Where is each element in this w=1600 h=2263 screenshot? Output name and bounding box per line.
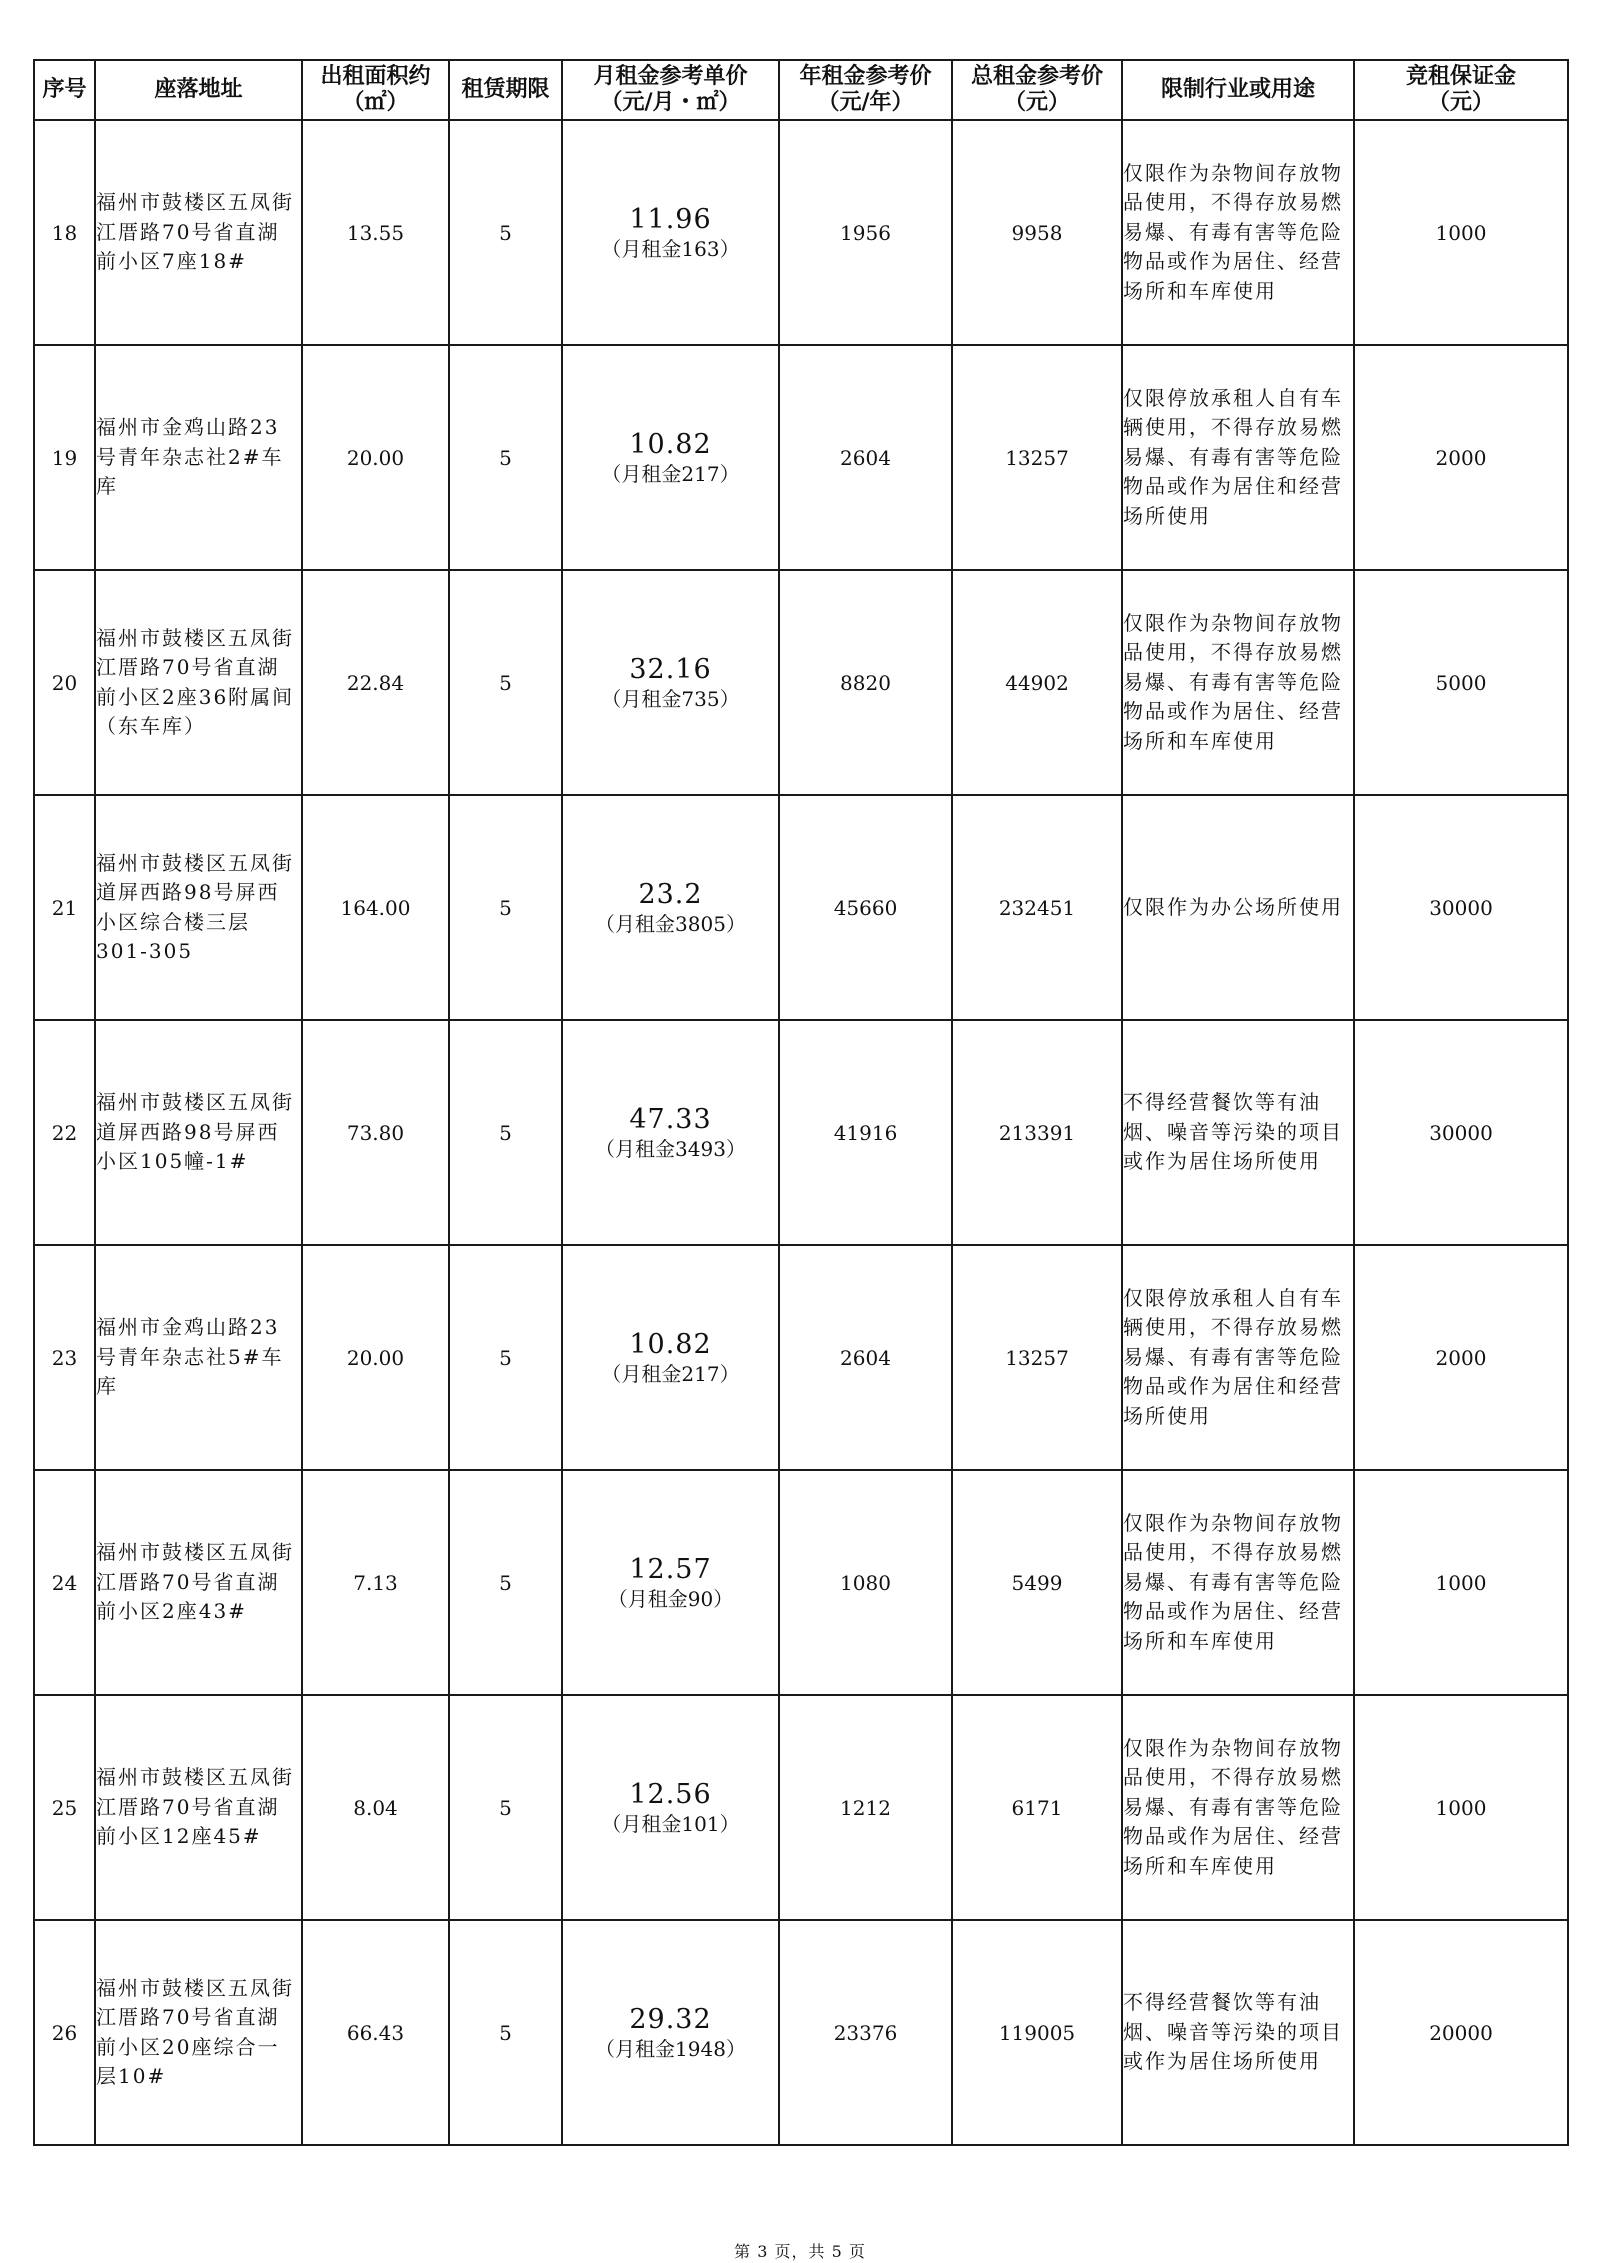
col-header-no [34,60,95,120]
cell-deposit: 30000 [1354,795,1568,1020]
header-unit: （元） [1003,90,1070,115]
unit-price-value: 29.32 [629,2003,712,2035]
col-header-area [302,60,449,120]
cell-unit-price [562,345,779,570]
cell-restriction: 仅限作为杂物间存放物品使用，不得存放易燃易爆、有毒有害等危险物品或作为居住、经营场所和车库使用 [1122,120,1354,345]
header-label: 限制行业或用途 [1160,77,1315,102]
cell-address: 福州市鼓楼区五凤街江厝路70号省直湖前小区12座45# [95,1695,302,1920]
cell-annual-rent: 2604 [779,345,952,570]
cell-address: 福州市鼓楼区五凤街江厝路70号省直湖前小区20座综合一层10# [95,1920,302,2145]
unit-price-value: 47.33 [629,1103,712,1135]
unit-price-value: 32.16 [629,653,712,685]
cell-deposit: 1000 [1354,1695,1568,1920]
table-row [34,345,1568,570]
monthly-rent-note: （月租金3493） [595,1136,746,1161]
table-row [34,1020,1568,1245]
header-label: 年租金参考价 [799,64,932,89]
table-row [34,570,1568,795]
cell-no: 26 [34,1920,95,2145]
header-row [34,60,1568,120]
cell-annual-rent: 2604 [779,1245,952,1470]
monthly-rent-note: （月租金90） [607,1586,734,1611]
cell-total-rent: 213391 [952,1020,1122,1245]
cell-term: 5 [449,570,562,795]
cell-annual-rent: 41916 [779,1020,952,1245]
cell-address: 福州市金鸡山路23号青年杂志社2#车库 [95,345,302,570]
col-header-address [95,60,302,120]
col-header-annual-rent [779,60,952,120]
cell-total-rent: 232451 [952,795,1122,1020]
cell-term: 5 [449,1245,562,1470]
cell-term: 5 [449,1470,562,1695]
cell-restriction: 仅限作为杂物间存放物品使用，不得存放易燃易爆、有毒有害等危险物品或作为居住、经营场所和车库使用 [1122,570,1354,795]
table-row [34,120,1568,345]
cell-no: 23 [34,1245,95,1470]
cell-unit-price [562,1920,779,2145]
cell-unit-price [562,1695,779,1920]
unit-price-value: 10.82 [629,1328,712,1360]
monthly-rent-note: （月租金217） [601,1361,740,1386]
unit-price-value: 12.57 [629,1553,712,1585]
col-header-deposit [1354,60,1568,120]
cell-deposit: 30000 [1354,1020,1568,1245]
cell-address: 福州市金鸡山路23号青年杂志社5#车库 [95,1245,302,1470]
header-label: 竞租保证金 [1405,64,1516,89]
header-label: 租赁期限 [461,77,550,102]
cell-total-rent: 44902 [952,570,1122,795]
cell-annual-rent: 1080 [779,1470,952,1695]
table-row [34,1470,1568,1695]
cell-no: 18 [34,120,95,345]
cell-annual-rent: 1956 [779,120,952,345]
col-header-unit-price [562,60,779,120]
cell-restriction: 仅限停放承租人自有车辆使用，不得存放易燃易爆、有毒有害等危险物品或作为居住和经营场所使用 [1122,1245,1354,1470]
monthly-rent-note: （月租金1948） [595,2036,746,2061]
header-label: 出租面积约 [320,64,431,89]
cell-address: 福州市鼓楼区五凤街道屏西路98号屏西小区105幢-1# [95,1020,302,1245]
cell-area: 7.13 [302,1470,449,1695]
cell-deposit: 1000 [1354,120,1568,345]
cell-area: 20.00 [302,345,449,570]
header-unit: （元/月・㎡） [600,90,741,115]
cell-deposit: 2000 [1354,345,1568,570]
table-row [34,795,1568,1020]
cell-deposit: 20000 [1354,1920,1568,2145]
cell-address: 福州市鼓楼区五凤街江厝路70号省直湖前小区2座36附属间（东车库） [95,570,302,795]
unit-price-value: 12.56 [629,1778,712,1810]
monthly-rent-note: （月租金3805） [595,911,746,936]
header-unit: （㎡） [342,90,409,115]
cell-unit-price [562,570,779,795]
cell-area: 13.55 [302,120,449,345]
header-unit: （元/年） [817,90,914,115]
rental-listing-table [33,59,1569,2146]
cell-annual-rent: 23376 [779,1920,952,2145]
cell-term: 5 [449,1020,562,1245]
cell-area: 8.04 [302,1695,449,1920]
header-label: 总租金参考价 [970,64,1103,89]
cell-total-rent: 119005 [952,1920,1122,2145]
cell-deposit: 5000 [1354,570,1568,795]
cell-deposit: 1000 [1354,1470,1568,1695]
cell-restriction: 仅限作为办公场所使用 [1122,795,1354,1020]
cell-unit-price [562,1020,779,1245]
cell-annual-rent: 8820 [779,570,952,795]
cell-restriction: 不得经营餐饮等有油烟、噪音等污染的项目或作为居住场所使用 [1122,1920,1354,2145]
cell-deposit: 2000 [1354,1245,1568,1470]
unit-price-value: 10.82 [629,428,712,460]
unit-price-value: 23.2 [638,878,703,910]
cell-term: 5 [449,1695,562,1920]
cell-total-rent: 9958 [952,120,1122,345]
cell-no: 24 [34,1470,95,1695]
monthly-rent-note: （月租金163） [601,236,740,261]
table-row [34,1245,1568,1470]
cell-area: 66.43 [302,1920,449,2145]
cell-restriction: 不得经营餐饮等有油烟、噪音等污染的项目或作为居住场所使用 [1122,1020,1354,1245]
cell-term: 5 [449,120,562,345]
cell-area: 164.00 [302,795,449,1020]
cell-unit-price [562,1470,779,1695]
page-footer: 第 3 页，共 5 页 [734,2242,866,2261]
cell-annual-rent: 45660 [779,795,952,1020]
cell-total-rent: 5499 [952,1470,1122,1695]
cell-total-rent: 13257 [952,1245,1122,1470]
cell-no: 21 [34,795,95,1020]
monthly-rent-note: （月租金217） [601,461,740,486]
cell-address: 福州市鼓楼区五凤街道屏西路98号屏西小区综合楼三层301-305 [95,795,302,1020]
cell-unit-price [562,120,779,345]
col-header-restriction [1122,60,1354,120]
cell-no: 25 [34,1695,95,1920]
cell-address: 福州市鼓楼区五凤街江厝路70号省直湖前小区7座18# [95,120,302,345]
cell-unit-price [562,795,779,1020]
header-label: 座落地址 [154,77,243,102]
table-row [34,1695,1568,1920]
cell-term: 5 [449,345,562,570]
cell-term: 5 [449,795,562,1020]
header-label: 月租金参考单价 [593,64,748,89]
table-body [34,120,1568,2145]
cell-unit-price [562,1245,779,1470]
cell-annual-rent: 1212 [779,1695,952,1920]
unit-price-value: 11.96 [629,203,712,235]
cell-area: 20.00 [302,1245,449,1470]
cell-term: 5 [449,1920,562,2145]
header-unit: （元） [1427,90,1494,115]
cell-area: 22.84 [302,570,449,795]
table-header [34,60,1568,120]
cell-total-rent: 6171 [952,1695,1122,1920]
monthly-rent-note: （月租金735） [601,686,740,711]
col-header-term [449,60,562,120]
cell-restriction: 仅限作为杂物间存放物品使用，不得存放易燃易爆、有毒有害等危险物品或作为居住、经营场所和车库使用 [1122,1695,1354,1920]
cell-no: 19 [34,345,95,570]
cell-no: 20 [34,570,95,795]
table-row [34,1920,1568,2145]
monthly-rent-note: （月租金101） [601,1811,740,1836]
header-label: 序号 [42,77,87,102]
cell-address: 福州市鼓楼区五凤街江厝路70号省直湖前小区2座43# [95,1470,302,1695]
cell-no: 22 [34,1020,95,1245]
col-header-total-rent [952,60,1122,120]
cell-restriction: 仅限作为杂物间存放物品使用，不得存放易燃易爆、有毒有害等危险物品或作为居住、经营场所和车库使用 [1122,1470,1354,1695]
cell-restriction: 仅限停放承租人自有车辆使用，不得存放易燃易爆、有毒有害等危险物品或作为居住和经营场所使用 [1122,345,1354,570]
cell-area: 73.80 [302,1020,449,1245]
cell-total-rent: 13257 [952,345,1122,570]
